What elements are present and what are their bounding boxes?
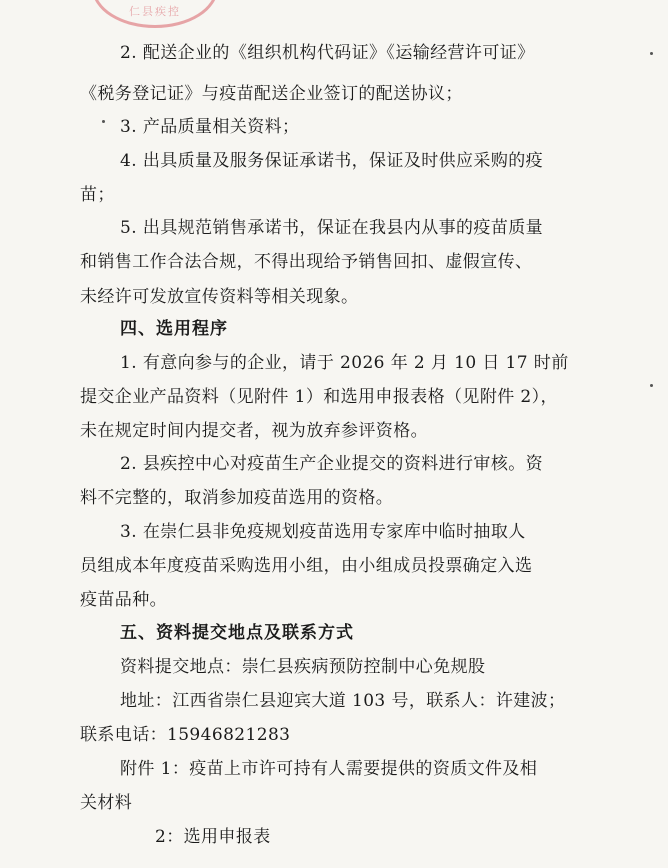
text-line-22: 附件 1：疫苗上市许可持有人需要提供的资质文件及相: [120, 759, 538, 779]
text-line-12: 未在规定时间内提交者，视为放弃参评资格。: [80, 421, 428, 441]
text-line-15: 3. 在崇仁县非免疫规划疫苗选用专家库中临时抽取人: [120, 522, 526, 542]
text-line-14: 料不完整的，取消参加疫苗选用的资格。: [80, 488, 394, 508]
text-line-11: 提交企业产品资料（见附件 1）和选用申报表格（见附件 2），: [80, 387, 558, 407]
text-line-17: 疫苗品种。: [80, 590, 167, 610]
text-line-4: 4. 出具质量及服务保证承诺书，保证及时供应采购的疫: [120, 151, 544, 171]
text-line-3: 3. 产品质量相关资料；: [120, 117, 300, 137]
text-line-19: 资料提交地点：崇仁县疾病预防控制中心免规股: [120, 657, 486, 677]
section-heading-submission-contact: 五、资料提交地点及联系方式: [120, 623, 354, 643]
text-line-21: 联系电话：15946821283: [80, 725, 291, 745]
text-line-24: 2：选用申报表: [155, 827, 271, 847]
text-line-5: 苗；: [80, 185, 115, 205]
text-line-23: 关材料: [80, 793, 133, 813]
speck-3: [102, 120, 105, 123]
text-line-8: 未经许可发放宣传资料等相关现象。: [80, 287, 359, 307]
text-line-13: 2. 县疾控中心对疫苗生产企业提交的资料进行审核。资: [120, 454, 544, 474]
red-seal-stamp: [92, 0, 218, 28]
speck-2: [650, 384, 653, 387]
text-line-6: 5. 出具规范销售承诺书，保证在我县内从事的疫苗质量: [120, 218, 544, 238]
stamp-text: 仁县疾控: [129, 5, 181, 18]
text-line-1: 2. 配送企业的《组织机构代码证》《运输经营许可证》: [120, 43, 535, 63]
text-line-2: 《税务登记证》与疫苗配送企业签订的配送协议；: [80, 84, 463, 104]
text-line-20: 地址：江西省崇仁县迎宾大道 103 号，联系人：许建波；: [120, 691, 566, 711]
text-line-10: 1. 有意向参与的企业，请于 2026 年 2 月 10 日 17 时前: [120, 353, 569, 373]
speck-1: [650, 52, 653, 55]
text-line-16: 员组成本年度疫苗采购选用小组，由小组成员投票确定入选: [80, 556, 533, 576]
text-line-7: 和销售工作合法合规，不得出现给予销售回扣、虚假宣传、: [80, 252, 533, 272]
section-heading-selection-procedure: 四、选用程序: [120, 319, 228, 339]
